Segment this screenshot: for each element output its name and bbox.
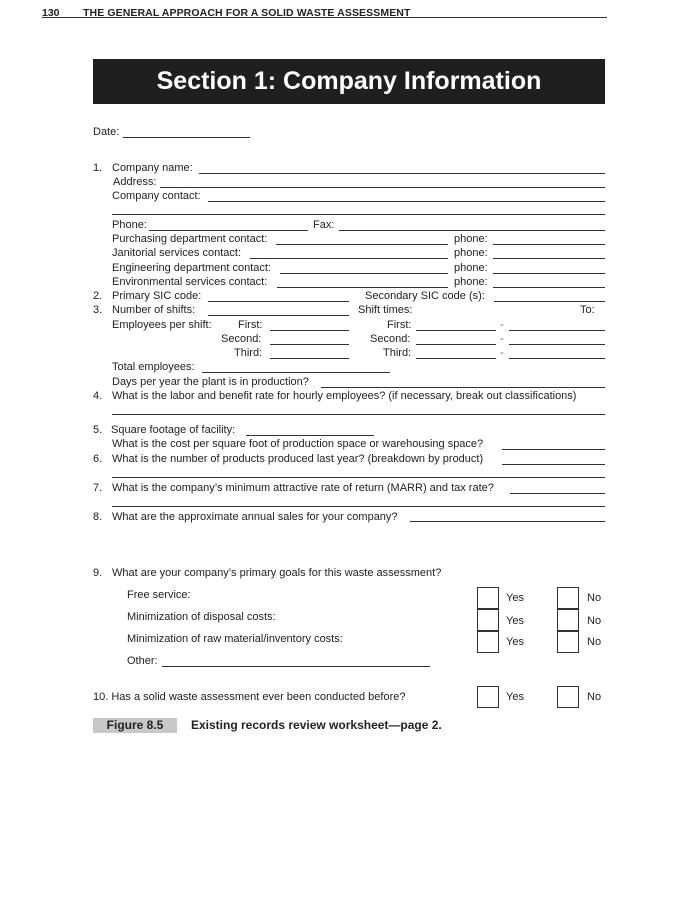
q4-text: What is the labor and benefit rate for hourly employees? (if necessary, break out classifications) bbox=[112, 390, 577, 402]
second-shift-employees-field[interactable] bbox=[270, 344, 349, 345]
q4-number: 4. bbox=[93, 390, 103, 402]
goal-raw-material-yes-label: Yes bbox=[506, 636, 524, 648]
engineering-phone-field[interactable] bbox=[493, 273, 605, 274]
first-shift-employees-field[interactable] bbox=[270, 330, 349, 331]
first-shift-time-label: First: bbox=[387, 319, 412, 331]
third-shift-employees-label: Third: bbox=[234, 347, 263, 359]
square-footage-field[interactable] bbox=[246, 435, 374, 436]
purchasing-phone-label: phone: bbox=[454, 233, 488, 245]
goal-raw-material-no-checkbox[interactable] bbox=[557, 631, 579, 653]
days-per-year-label: Days per year the plant is in production? bbox=[112, 376, 309, 388]
q7-field-2[interactable] bbox=[112, 506, 605, 507]
first-shift-dash: - bbox=[500, 319, 504, 331]
section-banner bbox=[93, 59, 605, 104]
goal-disposal-yes-checkbox[interactable] bbox=[477, 609, 499, 631]
environmental-contact-field[interactable] bbox=[277, 287, 448, 288]
engineering-contact-label: Engineering department contact: bbox=[112, 262, 271, 274]
second-shift-start-field[interactable] bbox=[416, 344, 496, 345]
goal-disposal-label: Minimization of disposal costs: bbox=[127, 611, 276, 623]
environmental-phone-label: phone: bbox=[454, 276, 488, 288]
q7-number: 7. bbox=[93, 482, 103, 494]
q10-yes-label: Yes bbox=[506, 691, 524, 703]
goal-disposal-no-checkbox[interactable] bbox=[557, 609, 579, 631]
q9-number: 9. bbox=[93, 567, 103, 579]
shift-to-label: To: bbox=[580, 304, 595, 316]
janitorial-contact-field[interactable] bbox=[250, 258, 448, 259]
goal-free-service-no-label: No bbox=[587, 592, 602, 604]
company-name-field[interactable] bbox=[199, 173, 605, 174]
q5-number: 5. bbox=[93, 424, 103, 436]
secondary-sic-label: Secondary SIC code (s): bbox=[365, 290, 485, 302]
goal-other-label: Other: bbox=[127, 655, 158, 667]
second-shift-employees-label: Second: bbox=[221, 333, 262, 345]
q8-text: What are the approximate annual sales for your company? bbox=[112, 511, 398, 523]
q10-no-label: No bbox=[587, 691, 602, 703]
janitorial-contact-label: Janitorial services contact: bbox=[112, 247, 241, 259]
first-shift-start-field[interactable] bbox=[416, 330, 496, 331]
q8-number: 8. bbox=[93, 511, 103, 523]
q3-number: 3. bbox=[93, 304, 103, 316]
first-shift-employees-label: First: bbox=[238, 319, 263, 331]
second-shift-time-label: Second: bbox=[370, 333, 411, 345]
goal-disposal-yes-label: Yes bbox=[506, 615, 524, 627]
third-shift-start-field[interactable] bbox=[416, 358, 496, 359]
running-title: THE GENERAL APPROACH FOR A SOLID WASTE ASSESSMENT bbox=[83, 7, 411, 19]
company-contact-field-2[interactable] bbox=[112, 214, 605, 215]
shifts-label: Number of shifts: bbox=[112, 304, 196, 316]
q2-number: 2. bbox=[93, 290, 103, 302]
header-rule bbox=[42, 17, 607, 18]
date-label: Date: bbox=[93, 126, 120, 138]
purchasing-contact-label: Purchasing department contact: bbox=[112, 233, 268, 245]
engineering-contact-field[interactable] bbox=[280, 273, 448, 274]
secondary-sic-field[interactable] bbox=[494, 301, 605, 302]
company-name-label: Company name: bbox=[112, 162, 193, 174]
q6-field[interactable] bbox=[502, 464, 605, 465]
third-shift-dash: - bbox=[500, 347, 504, 359]
address-field[interactable] bbox=[160, 187, 605, 188]
goal-free-service-label: Free service: bbox=[127, 589, 191, 601]
engineering-phone-label: phone: bbox=[454, 262, 488, 274]
figure-label: Figure 8.5 bbox=[106, 718, 164, 732]
third-shift-employees-field[interactable] bbox=[270, 358, 349, 359]
primary-sic-label: Primary SIC code: bbox=[112, 290, 202, 302]
fax-field[interactable] bbox=[339, 230, 605, 231]
days-per-year-field[interactable] bbox=[321, 387, 605, 388]
goal-free-service-yes-checkbox[interactable] bbox=[477, 587, 499, 609]
q10-no-checkbox[interactable] bbox=[557, 686, 579, 708]
third-shift-time-label: Third: bbox=[383, 347, 412, 359]
janitorial-phone-label: phone: bbox=[454, 247, 488, 259]
q5-text: Square footage of facility: bbox=[111, 424, 236, 436]
phone-label: Phone: bbox=[112, 219, 147, 231]
q6-text: What is the number of products produced last year? (breakdown by product) bbox=[112, 453, 484, 465]
primary-sic-field[interactable] bbox=[208, 301, 349, 302]
q10-text: 10. Has a solid waste assessment ever been conducted before? bbox=[93, 691, 406, 703]
purchasing-contact-field[interactable] bbox=[276, 244, 448, 245]
goal-free-service-yes-label: Yes bbox=[506, 592, 524, 604]
goal-free-service-no-checkbox[interactable] bbox=[557, 587, 579, 609]
employees-per-shift-label: Employees per shift: bbox=[112, 319, 212, 331]
first-shift-end-field[interactable] bbox=[509, 330, 605, 331]
purchasing-phone-field[interactable] bbox=[493, 244, 605, 245]
goal-raw-material-no-label: No bbox=[587, 636, 602, 648]
second-shift-dash: - bbox=[500, 333, 504, 345]
janitorial-phone-field[interactable] bbox=[493, 258, 605, 259]
environmental-phone-field[interactable] bbox=[493, 287, 605, 288]
environmental-contact-label: Environmental services contact: bbox=[112, 276, 268, 288]
q7-field[interactable] bbox=[510, 493, 605, 494]
figure-label-box bbox=[93, 718, 177, 733]
total-employees-label: Total employees: bbox=[112, 361, 195, 373]
second-shift-end-field[interactable] bbox=[509, 344, 605, 345]
cost-per-sqft-field[interactable] bbox=[502, 449, 605, 450]
date-field[interactable] bbox=[123, 137, 250, 138]
figure-caption: Existing records review worksheet—page 2. bbox=[191, 718, 442, 732]
q5-subtext: What is the cost per square foot of production space or warehousing space? bbox=[112, 438, 484, 450]
company-contact-field[interactable] bbox=[208, 201, 605, 202]
fax-label: Fax: bbox=[313, 219, 335, 231]
q10-yes-checkbox[interactable] bbox=[477, 686, 499, 708]
third-shift-end-field[interactable] bbox=[509, 358, 605, 359]
phone-field[interactable] bbox=[149, 230, 308, 231]
q8-field[interactable] bbox=[410, 521, 605, 522]
goal-raw-material-yes-checkbox[interactable] bbox=[477, 631, 499, 653]
goal-raw-material-label: Minimization of raw material/inventory costs: bbox=[127, 633, 343, 645]
page-number: 130 bbox=[42, 7, 60, 19]
q6-field-2[interactable] bbox=[112, 477, 605, 478]
shift-times-label: Shift times: bbox=[358, 304, 413, 316]
section-title: Section 1: Company Information bbox=[156, 67, 542, 95]
q4-field[interactable] bbox=[112, 414, 605, 415]
goal-disposal-no-label: No bbox=[587, 615, 602, 627]
address-label: Address: bbox=[113, 176, 157, 188]
shifts-field[interactable] bbox=[208, 315, 349, 316]
q9-text: What are your company’s primary goals for this waste assessment? bbox=[112, 567, 442, 579]
goal-other-field[interactable] bbox=[162, 666, 430, 667]
q6-number: 6. bbox=[93, 453, 103, 465]
q1-number: 1. bbox=[93, 162, 103, 174]
q7-text: What is the company’s minimum attractive rate of return (MARR) and tax rate? bbox=[112, 482, 494, 494]
company-contact-label: Company contact: bbox=[112, 190, 201, 202]
total-employees-field[interactable] bbox=[202, 372, 390, 373]
